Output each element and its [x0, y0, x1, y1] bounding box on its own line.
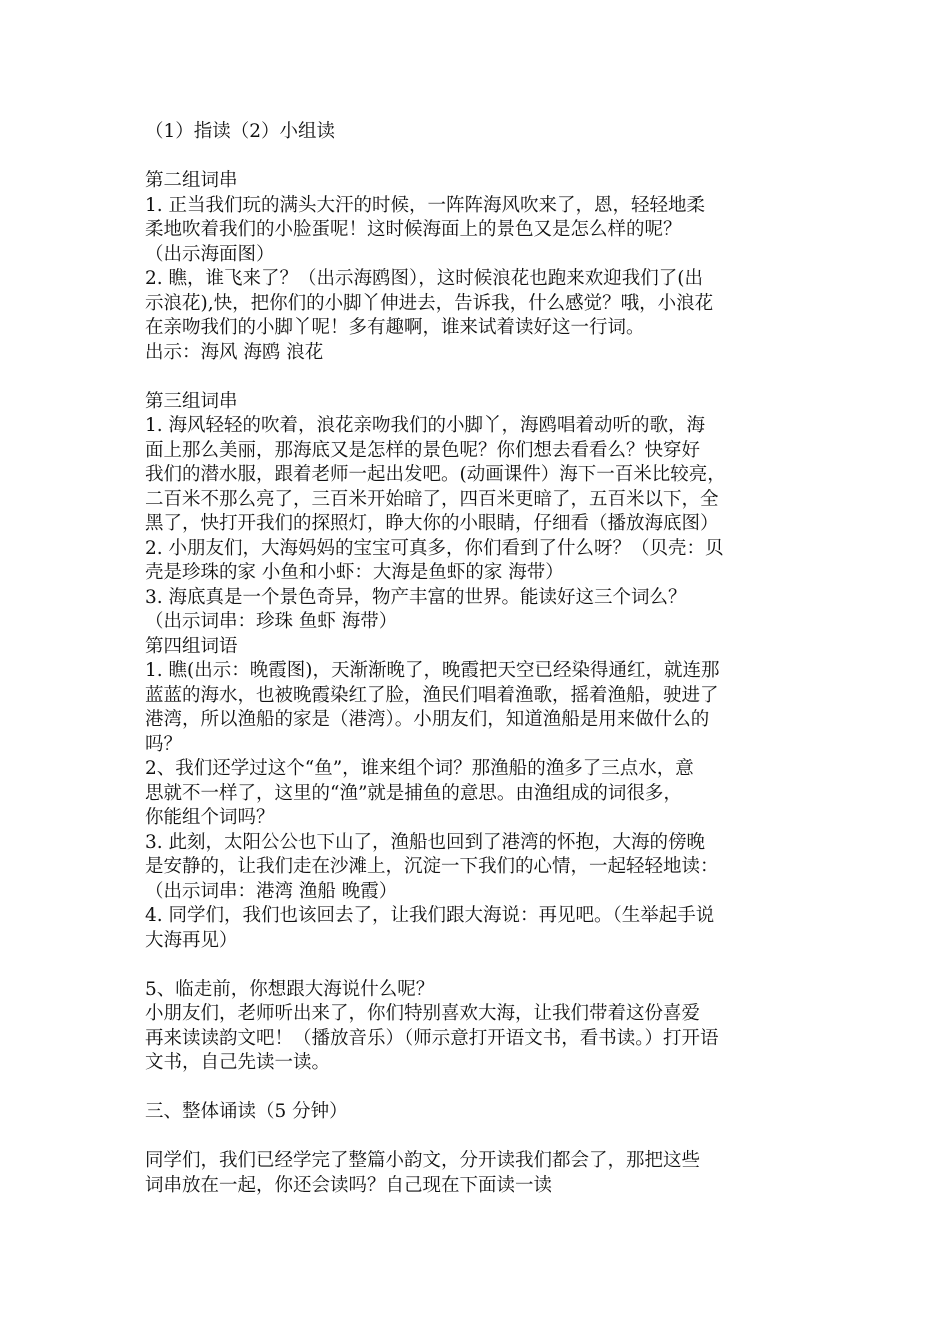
text-line: 文书，自己先读一读。 [145, 1052, 331, 1073]
text-line: 面上那么美丽，那海底又是怎样的景色呢？你们想去看看么？快穿好 [145, 439, 701, 461]
blank-line [145, 1076, 810, 1101]
text-line: （出示海面图） [145, 243, 275, 265]
text-line: 同学们，我们已经学完了整篇小韵文，分开读我们都会了，那把这些 [145, 1150, 701, 1171]
text-line: （出示词串：珍珠 鱼虾 海带） [145, 611, 398, 632]
text-line: 2、我们还学过这个“鱼”，谁来组个词？那渔船的渔多了三点水，意 [145, 758, 694, 779]
text-line: 5、临走前，你想跟大海说什么呢？ [145, 978, 435, 1000]
text-line: 3. 海底真是一个景色奇异，物产丰富的世界。能读好这三个词么？ [145, 586, 687, 608]
text-line: 3. 此刻，太阳公公也下山了，渔船也回到了港湾的怀抱，大海的傍晚 [145, 831, 706, 853]
text-line: 在亲吻我们的小脚丫呢！多有趣啊，谁来试着读好这一行词。 [145, 317, 645, 338]
text-line: 第四组词语 [145, 635, 238, 657]
text-line: 思就不一样了，这里的“渔”就是捕鱼的意思。由渔组成的词很多， [145, 782, 682, 804]
document-body [145, 120, 810, 1198]
text-line: 大海再见） [145, 929, 238, 951]
text-line: 再来读读韵文吧！（播放音乐）（师示意打开语文书，看书读。）打开语 [145, 1027, 719, 1049]
text-line: 是安静的，让我们走在沙滩上，沉淀一下我们的心情，一起轻轻地读： [145, 856, 719, 877]
text-line: （1）指读（2）小组读 [145, 121, 336, 142]
text-line: 小朋友们，老师听出来了，你们特别喜欢大海，让我们带着这份喜爱 [145, 1003, 701, 1024]
text-line: 港湾，所以渔船的家是（港湾）。小朋友们，知道渔船是用来做什么的 [145, 709, 710, 730]
text-line: （出示词串：港湾 渔船 晚霞） [145, 880, 398, 902]
blank-line [145, 365, 810, 390]
blank-line [145, 1125, 810, 1150]
text-line: 示浪花),快，把你们的小脚丫伸进去，告诉我，什么感觉？哦，小浪花 [145, 292, 714, 314]
text-line: 壳是珍珠的家 小鱼和小虾：大海是鱼虾的家 海带） [145, 562, 564, 583]
text-line: 1. 海风轻轻的吹着，浪花亲吻我们的小脚丫，海鸥唱着动听的歌，海 [145, 415, 706, 436]
text-line: 2. 小朋友们，大海妈妈的宝宝可真多，你们看到了什么呀？（贝壳：贝 [145, 537, 724, 559]
text-line: 第二组词串 [145, 170, 238, 191]
text-line: 词串放在一起，你还会读吗？自己现在下面读一读 [145, 1174, 553, 1196]
blank-line [145, 953, 810, 978]
text-line: 二百米不那么亮了，三百米开始暗了，四百米更暗了，五百米以下，全 [145, 488, 719, 510]
text-line: 我们的潜水服，跟着老师一起出发吧。(动画课件）海下一百米比较亮， [145, 464, 726, 485]
text-line: 第三组词串 [145, 390, 238, 412]
text-line: 1. 瞧(出示：晚霞图)，天渐渐晚了，晚霞把天空已经染得通红，就连那 [145, 660, 720, 681]
text-line: 2. 瞧，谁飞来了？（出示海鸥图），这时候浪花也跑来欢迎我们了(出 [145, 268, 704, 289]
text-line: 你能组个词吗？ [145, 807, 275, 828]
text-line: 柔地吹着我们的小脸蛋呢！这时候海面上的景色又是怎么样的呢？ [145, 219, 682, 240]
blank-line [145, 145, 810, 170]
text-line: 1. 正当我们玩的满头大汗的时候，一阵阵海风吹来了，恩，轻轻地柔 [145, 194, 706, 216]
text-line: 蓝蓝的海水，也被晚霞染红了脸，渔民们唱着渔歌，摇着渔船，驶进了 [145, 684, 719, 706]
text-line: 4. 同学们，我们也该回去了，让我们跟大海说：再见吧。（生举起手说 [145, 905, 715, 926]
text-line: 吗？ [145, 733, 183, 755]
text-line: 三、整体诵读（5 分钟） [145, 1101, 348, 1122]
text-line: 出示：海风 海鸥 浪花 [145, 341, 324, 363]
text-line: 黑了，快打开我们的探照灯，睁大你的小眼睛，仔细看（播放海底图） [145, 513, 719, 534]
